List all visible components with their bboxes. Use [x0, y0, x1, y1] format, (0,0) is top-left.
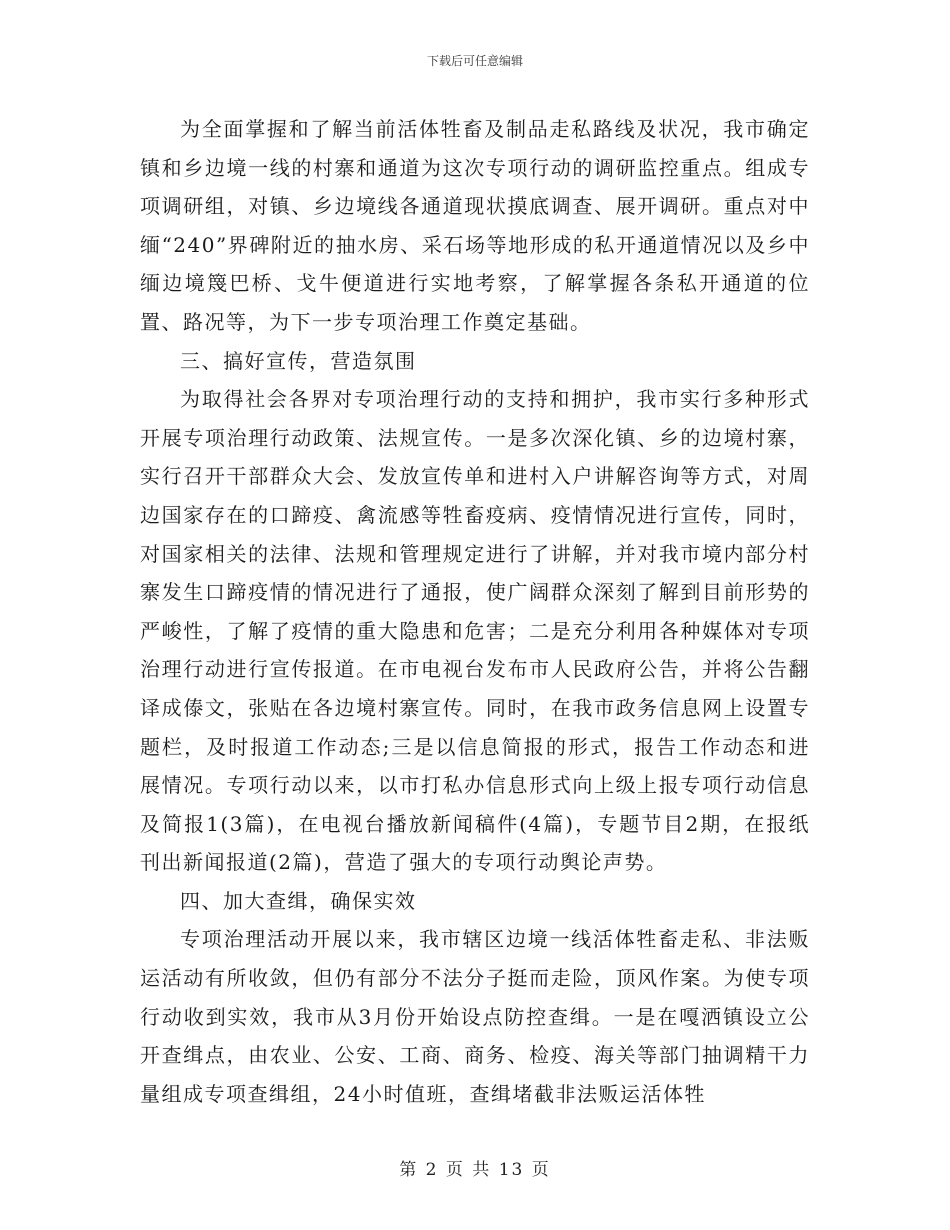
section-heading-publicity: 三、搞好宣传，营造氛围	[180, 348, 417, 373]
document-body	[140, 110, 810, 1113]
page-number-footer: 第 2 页 共 13 页	[399, 1160, 551, 1180]
paragraph-publicity: 为取得社会各界对专项治理行动的支持和拥护，我市实行多种形式开展专项治理行动政策、法规宣传。一是多次深化镇、乡的边境村寨，实行召开干部群众大会、发放宣传单和进村入户讲解咨询等方式，对周边国家存在的口蹄疫、禽流感等牲畜疫病、疫情情况进行宣传，同时，对国家相关的法律、法规和管理规定进行了讲解，并对我市境内部分村寨发生口蹄疫情的情况进行了通报，使广阔群众深刻了解到目前形势的严峻性，了解了疫情的重大隐患和危害；二是充分利用各种媒体对专项治理行动进行宣传报道。在市电视台发布市人民政府公告，并将公告翻译成傣文，张贴在各边境村寨宣传。同时，在我市政务信息网上设置专题栏，及时报道工作动态;三是以信息简报的形式，报告工作动态和进展情况。专项行动以来，以市打私办信息形式向上级上报专项行动信息及简报1(3篇)，在电视台播放新闻稿件(4篇)，专题节目2期，在报纸刊出新闻报道(2篇)，营造了强大的专项行动舆论声势。	[140, 387, 810, 875]
paragraph-investigation: 为全面掌握和了解当前活体牲畜及制品走私路线及状况，我市确定镇和乡边境一线的村寨和通道为这次专项行动的调研监控重点。组成专项调研组，对镇、乡边境线各通道现状摸底调查、展开调研。重点对中缅“240”界碑附近的抽水房、采石场等地形成的私开通道情况以及乡中缅边境篾巴桥、戈牛便道进行实地考察，了解掌握各条私开通道的位置、路况等，为下一步专项治理工作奠定基础。	[140, 117, 810, 334]
header-note: 下载后可任意编辑	[426, 54, 523, 68]
paragraph-inspection: 专项治理活动开展以来，我市辖区边境一线活体牲畜走私、非法贩运活动有所收敛，但仍有部分不法分子挺而走险，顶风作案。为使专项行动收到实效，我市从3月份开始设点防控查缉。一是在嘎洒镇设立公开查缉点，由农业、公安、工商、商务、检疫、海关等部门抽调精干力量组成专项查缉组，24小时值班，查缉堵截非法贩运活体牲	[140, 927, 810, 1106]
section-heading-inspection: 四、加大查缉，确保实效	[180, 888, 417, 913]
